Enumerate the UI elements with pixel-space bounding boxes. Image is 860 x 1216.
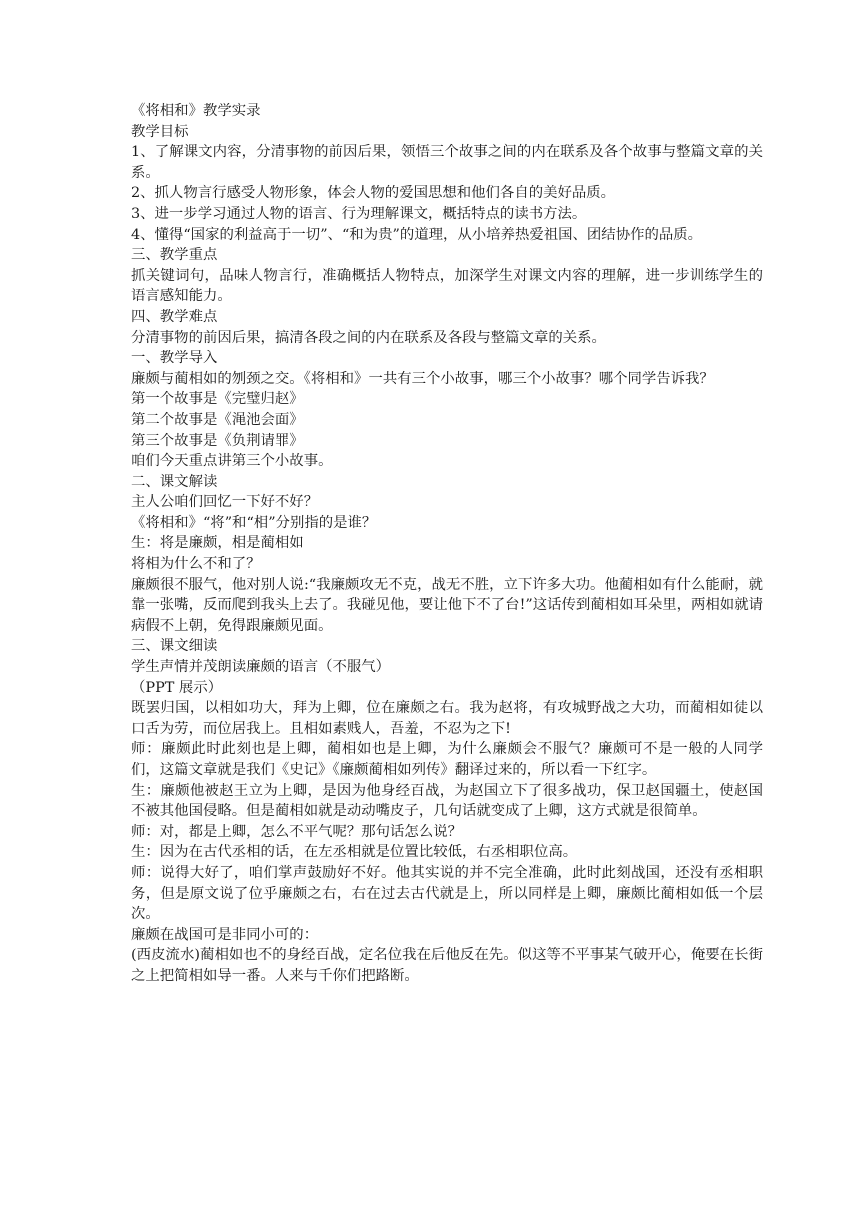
document-line: 三、课文细读: [131, 638, 218, 655]
document-line: 师：对，都是上卿，怎么不平气呢？那句话怎么说？: [131, 823, 462, 840]
document-line: 《将相和》“将”和“相”分别指的是谁？: [131, 514, 377, 531]
document-line: 《将相和》教学实录: [131, 103, 261, 119]
document-paragraph: 师：说得大好了，咱们掌声鼓励好不好。他其实说的并不完全准确，此时此刻战国，还没有丞相职务，但是原文说了位乎廉颇之右，右在过去古代就是上，所以同样是上卿，廉颇比蔺相如低一个层次。: [131, 864, 763, 923]
document-paragraph: 抓关键词句，品味人物言行，准确概括人物特点，加深学生对课文内容的理解，进一步训练学生的语言感知能力。: [131, 267, 763, 305]
document-paragraph: 师：廉颇此时此刻也是上卿，蔺相如也是上卿，为什么廉颇会不服气？廉颇可不是一般的人同学们，这篇文章就是我们《史记》《廉颇蔺相如列传》翻译过来的，所以看一下红字。: [131, 741, 763, 778]
document-line: 二、课文解读: [131, 473, 218, 490]
document-line: 生：将是廉颇，相是蔺相如: [131, 535, 304, 552]
document-line: 三、教学重点: [131, 247, 218, 264]
document-line: 将相为什么不和了？: [131, 556, 261, 573]
document-line: 分清事物的前因后果，搞清各段之间的内在联系及各段与整篇文章的关系。: [131, 329, 606, 346]
document-line: 四、教学难点: [131, 308, 218, 325]
document-paragraph: 廉颇很不服气，他对别人说:“我廉颇攻无不克，战无不胜，立下许多大功。他蔺相如有什么能耐，就靠一张嘴，反而爬到我头上去了。我碰见他，要让他下不了台!”这话传到蔺相如耳朵里，两相如就请病假不上朝，免得跟廉颇见面。: [131, 576, 763, 634]
document-line: 生：因为在古代丞相的话，在左丞相就是位置比较低，右丞相职位高。: [131, 844, 578, 861]
document-paragraph: 1、了解课文内容，分清事物的前因后果，领悟三个故事之间的内在联系及各个故事与整篇文章的关系。: [131, 144, 763, 181]
document-line: 教学目标: [131, 123, 189, 140]
document-line: 第一个故事是《完璧归赵》: [131, 391, 304, 408]
document-line: 学生声情并茂朗读廉颇的语言（不服气）: [131, 659, 391, 676]
document-line: 3、进一步学习通过人物的语言、行为理解课文，概括特点的读书方法。: [131, 205, 587, 222]
document-line: 廉颇与蔺相如的刎颈之交。《将相和》一共有三个小故事，哪三个小故事？哪个同学告诉我？: [131, 370, 714, 387]
document-paragraph: 生：廉颇他被赵王立为上卿，是因为他身经百战，为赵国立下了很多战功，保卫赵国疆土，使赵国不被其他国侵略。但是蔺相如就是动动嘴皮子，几句话就变成了上卿，这方式就是很简单。: [131, 782, 763, 820]
document-line: 一、教学导入: [131, 350, 218, 367]
document-line: 第二个故事是《渑池会面》: [131, 411, 304, 428]
document-paragraph: 既罢归国，以相如功大，拜为上卿，位在廉颇之右。我为赵将，有攻城野战之大功，而蔺相如徒以口舌为劳，而位居我上。且相如素贱人，吾羞，不忍为之下!: [131, 700, 763, 737]
document-line: 4、懂得“国家的利益高于一切”、“和为贵”的道理，从小培养热爱祖国、团结协作的品质。: [131, 226, 703, 243]
document-line: 咱们今天重点讲第三个小故事。: [131, 453, 333, 470]
document-line: 2、抓人物言行感受人物形象，体会人物的爱国思想和他们各自的美好品质。: [131, 185, 616, 202]
document-line: 第三个故事是《负荆请罪》: [131, 432, 304, 449]
document-paragraph: (西皮流水)蔺相如也不的身经百战，定名位我在后他反在先。似这等不平事某气破开心，俺要在长街之上把简相如导一番。人来与千你们把路断。: [131, 947, 763, 984]
document-line: （PPT 展示）: [131, 679, 223, 696]
document-line: 廉颇在战国可是非同小可的：: [131, 926, 319, 943]
document-body: [131, 101, 763, 987]
document-line: 主人公咱们回忆一下好不好？: [131, 494, 319, 511]
